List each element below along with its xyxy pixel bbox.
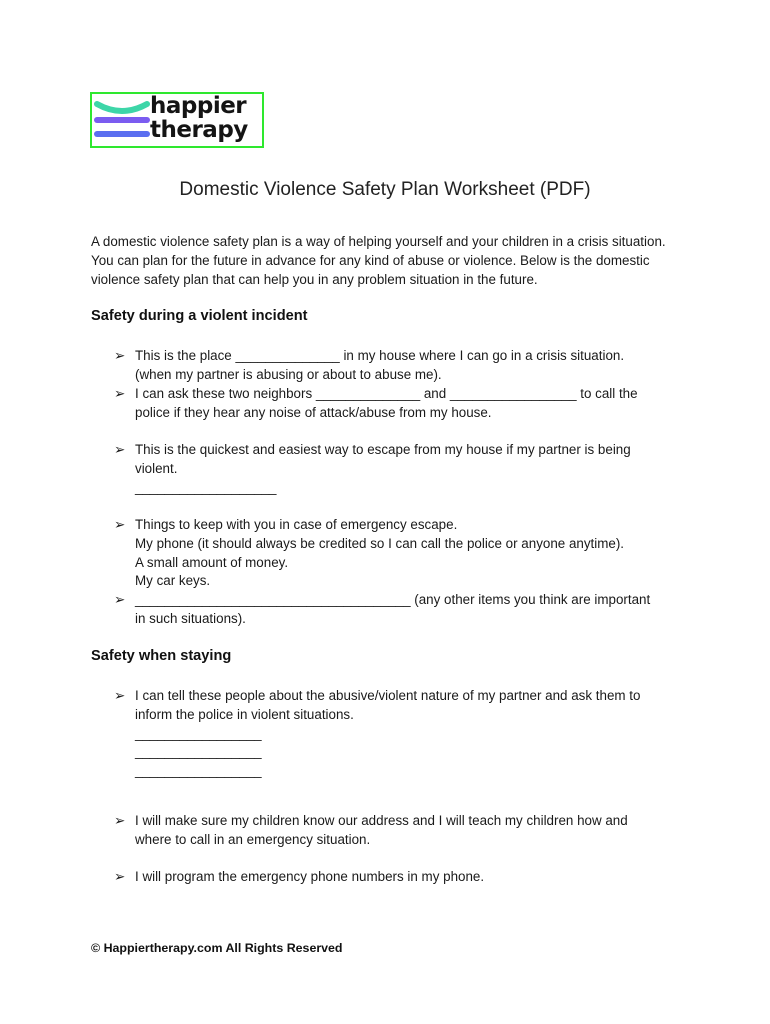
blank-line: _________________ xyxy=(135,744,262,760)
logo-line-1: happier xyxy=(150,93,247,119)
list-item-line: _____________________________________ (any other items you think are important xyxy=(135,592,651,607)
blank-line: _________________ xyxy=(135,763,262,779)
logo-line-2: therapy xyxy=(150,117,248,143)
section-heading-staying: Safety when staying xyxy=(91,648,232,664)
list-item xyxy=(114,441,694,497)
list-item-line: police if they hear any noise of attack/abuse from my house. xyxy=(135,404,492,420)
list-item-line: in such situations). xyxy=(135,610,246,626)
arrow-bullet-icon: ➢ xyxy=(114,386,126,401)
arrow-bullet-icon: ➢ xyxy=(114,869,126,884)
logo-waves-icon xyxy=(94,98,150,146)
arrow-bullet-icon: ➢ xyxy=(114,813,126,828)
arrow-bullet-icon: ➢ xyxy=(114,517,126,532)
list-item-line: I will make sure my children know our address and I will teach my children how and xyxy=(135,813,628,828)
list-item-line: violent. xyxy=(135,460,178,476)
arrow-bullet-icon: ➢ xyxy=(114,592,126,607)
section-heading-violent-incident: Safety during a violent incident xyxy=(91,308,308,324)
list-item-line: This is the quickest and easiest way to escape from my house if my partner is being xyxy=(135,442,631,457)
list-item-line: I can tell these people about the abusive/violent nature of my partner and ask them to xyxy=(135,688,641,703)
happier-therapy-logo xyxy=(90,92,264,148)
list-item-line: I will program the emergency phone numbers in my phone. xyxy=(135,869,485,884)
list-item xyxy=(114,347,694,385)
list-item-line: I can ask these two neighbors ______________ and _________________ to call the xyxy=(135,386,638,401)
page-title: Domestic Violence Safety Plan Worksheet (PDF) xyxy=(179,179,591,200)
logo-wordmark xyxy=(150,94,248,142)
list-item-line: where to call in an emergency situation. xyxy=(135,831,371,847)
blank-line: _________________ xyxy=(135,725,262,741)
list-item xyxy=(114,687,694,781)
list-item-line: A small amount of money. xyxy=(135,554,289,570)
list-item xyxy=(114,812,694,850)
list-item xyxy=(114,591,694,629)
list-item xyxy=(114,868,694,887)
list-item-line: My car keys. xyxy=(135,573,211,589)
list-item-line: (when my partner is abusing or about to abuse me). xyxy=(135,366,442,382)
list-item xyxy=(114,385,694,423)
arrow-bullet-icon: ➢ xyxy=(114,348,126,363)
list-item-line: inform the police in violent situations. xyxy=(135,706,354,722)
intro-paragraph: A domestic violence safety plan is a way of helping yourself and your children in a crisis situation. You can plan for the future in advance for any kind of abuse or violence. Below is the domestic violence safety plan that can help you in any problem situation in the future. xyxy=(91,234,666,287)
arrow-bullet-icon: ➢ xyxy=(114,442,126,457)
list-item-line: This is the place ______________ in my house where I can go in a crisis situation. xyxy=(135,348,625,363)
list-item-line: My phone (it should always be credited so I can call the police or anyone anytime). xyxy=(135,535,625,551)
list-item-line: Things to keep with you in case of emergency escape. xyxy=(135,517,458,532)
list-item xyxy=(114,516,694,591)
copyright-footer: © Happiertherapy.com All Rights Reserved xyxy=(91,941,343,955)
arrow-bullet-icon: ➢ xyxy=(114,688,126,703)
blank-line: ___________________ xyxy=(135,479,277,495)
